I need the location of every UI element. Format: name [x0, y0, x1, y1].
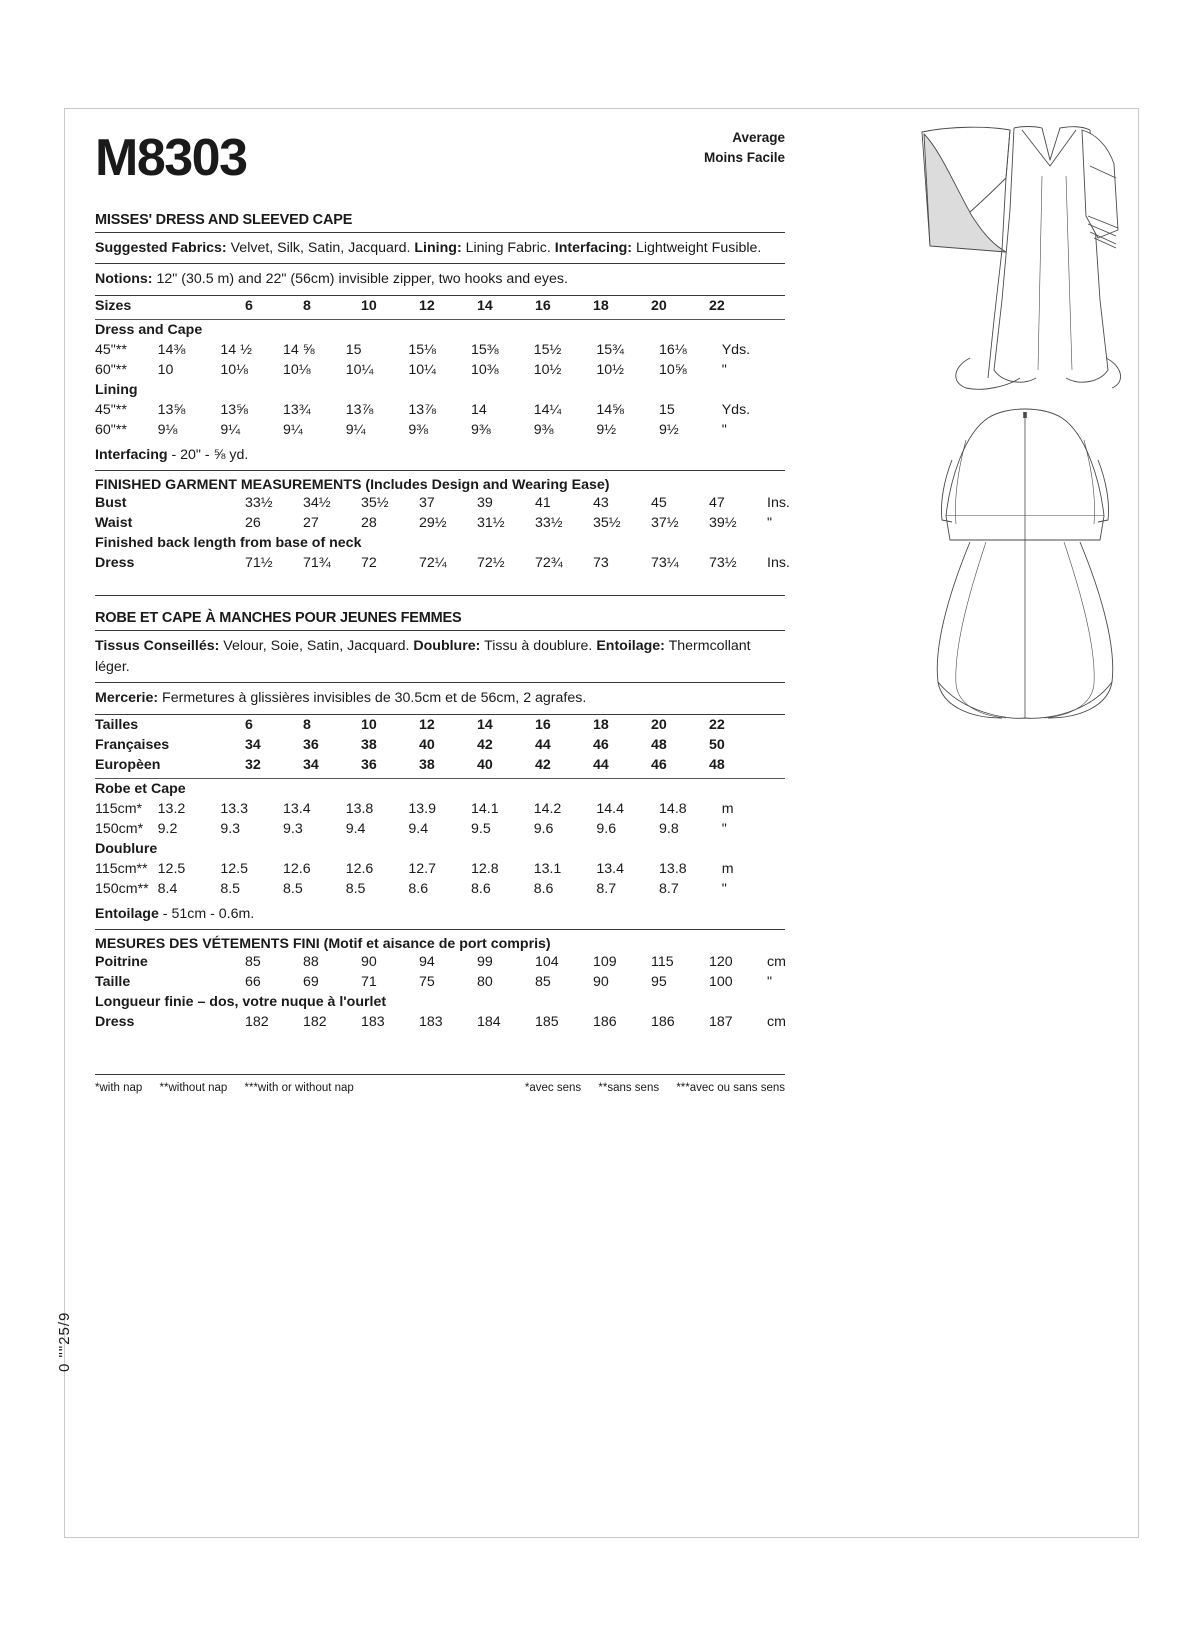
french-sizes-table	[95, 715, 819, 775]
row-label: 150cm*	[95, 820, 144, 837]
value-cell: 9½	[659, 421, 679, 438]
table-row	[95, 779, 785, 799]
table-row	[95, 972, 819, 992]
value-cell: 13.2	[157, 800, 186, 817]
group-heading: Lining	[95, 381, 138, 398]
divider	[95, 1074, 785, 1075]
value-cell: 95	[651, 974, 667, 991]
table-row	[95, 420, 785, 440]
interfacing-line-label: Entoilage	[95, 905, 159, 922]
value-cell: 47	[709, 494, 725, 511]
table-row	[95, 340, 785, 360]
fabrics-value: Velvet, Silk, Satin, Jacquard.	[230, 240, 411, 256]
value-cell: 10¼	[408, 361, 436, 378]
value-cell: 34½	[303, 494, 331, 511]
value-cell: 186	[593, 1014, 617, 1031]
size-cell: 14	[477, 297, 493, 314]
value-cell: 9⅜	[533, 421, 554, 438]
value-cell: 14.2	[533, 800, 562, 817]
footnotes-french	[511, 1082, 785, 1094]
english-yardage-table	[95, 320, 785, 440]
value-cell: 12.6	[345, 860, 374, 877]
value-cell: 99	[477, 954, 493, 971]
french-finished-table	[95, 952, 819, 1032]
value-cell: 38	[419, 756, 435, 773]
table-row	[95, 879, 785, 899]
value-cell: 34	[303, 756, 319, 773]
value-cell: 10⅜	[471, 361, 499, 378]
value-cell: 32	[245, 756, 261, 773]
row-label: Europèen	[95, 756, 161, 773]
value-cell: 80	[477, 974, 493, 991]
value-cell: 8.7	[659, 880, 679, 897]
value-cell: 12.7	[408, 860, 436, 877]
unit-cell: cm	[767, 1014, 786, 1031]
value-cell: 14¼	[533, 401, 562, 418]
row-label: Françaises	[95, 736, 170, 753]
fabrics-label: Suggested Fabrics:	[95, 240, 227, 256]
size-cell: 16	[535, 297, 551, 314]
value-cell: 71	[361, 974, 377, 991]
unit-cell: "	[721, 880, 727, 897]
value-cell: 9⅛	[157, 421, 178, 438]
row-label: 115cm*	[95, 800, 143, 817]
value-cell: 9.6	[596, 820, 617, 837]
fabrics-value: Velour, Soie, Satin, Jacquard.	[223, 637, 410, 654]
table-row	[95, 320, 785, 340]
english-interfacing-line	[95, 445, 785, 466]
french-fabrics	[95, 636, 785, 679]
value-cell: 184	[477, 1014, 501, 1031]
table-row	[95, 296, 819, 316]
value-cell: 42	[535, 756, 551, 773]
row-label: 45"**	[95, 341, 127, 358]
value-cell: 39	[477, 494, 493, 511]
unit-cell	[767, 735, 819, 755]
french-title: ROBE ET CAPE À MANCHES POUR JEUNES FEMMES	[95, 609, 462, 626]
value-cell: 8.5	[345, 880, 366, 897]
illustration-front-view	[910, 120, 1140, 390]
value-cell: 9.2	[157, 820, 178, 837]
table-row	[95, 952, 819, 972]
table-row	[95, 513, 819, 533]
value-cell: 8.6	[408, 880, 429, 897]
value-cell: 12.8	[471, 860, 499, 877]
french-interfacing-line	[95, 904, 785, 925]
sizes-label: Sizes	[95, 297, 132, 314]
value-cell: 10⅝	[659, 361, 687, 378]
value-cell: 183	[419, 1014, 443, 1031]
table-row	[95, 360, 785, 380]
divider	[95, 682, 785, 683]
value-cell: 9.3	[220, 820, 241, 837]
unit-cell: "	[721, 820, 727, 837]
unit-cell	[767, 755, 819, 775]
lining-value: Tissu à doublure.	[484, 637, 593, 654]
english-finished-heading: FINISHED GARMENT MEASUREMENTS (Includes Design and Wearing Ease)	[95, 476, 610, 493]
value-cell: 27	[303, 514, 319, 531]
table-row	[95, 799, 785, 819]
pattern-content	[95, 118, 790, 1095]
value-cell: 9¼	[283, 421, 303, 438]
value-cell: 14⅝	[596, 401, 624, 418]
value-cell: 14	[477, 716, 493, 733]
table-row	[95, 400, 785, 420]
footnote-item: *with nap	[95, 1082, 143, 1095]
interfacing-label: Entoilage:	[596, 637, 665, 654]
table-row	[95, 819, 785, 839]
value-cell: 10	[157, 361, 174, 378]
unit-cell: "	[767, 514, 773, 531]
english-title: MISSES' DRESS AND SLEEVED CAPE	[95, 212, 353, 228]
value-cell: 13⅝	[220, 401, 248, 418]
footnotes	[95, 1082, 785, 1094]
group-heading: Longueur finie – dos, votre nuque à l'ourlet	[95, 994, 387, 1011]
barcode-number: 0 ""25/9	[56, 1311, 73, 1372]
row-label: Dress	[95, 1014, 135, 1031]
row-label: 150cm**	[95, 880, 149, 897]
divider	[95, 595, 785, 596]
value-cell: 14	[471, 401, 487, 418]
table-row	[95, 533, 819, 553]
lining-value: Lining Fabric.	[465, 240, 551, 256]
size-cell: 12	[419, 297, 435, 314]
value-cell: 48	[709, 756, 725, 773]
footnote-item: **without nap	[159, 1082, 228, 1095]
value-cell: 69	[303, 974, 319, 991]
value-cell: 37½	[651, 514, 679, 531]
value-cell: 8.7	[596, 880, 617, 897]
table-row	[95, 755, 819, 775]
value-cell: 85	[245, 954, 261, 971]
unit-cell: Yds.	[721, 401, 751, 418]
value-cell: 28	[361, 514, 377, 531]
english-fabrics	[95, 238, 785, 259]
value-cell: 182	[245, 1014, 269, 1031]
value-cell: 20	[651, 716, 667, 733]
value-cell: 15	[659, 401, 675, 418]
value-cell: 185	[535, 1014, 559, 1031]
value-cell: 120	[709, 954, 733, 971]
difficulty-english: Average	[732, 130, 785, 145]
value-cell: 15	[345, 341, 362, 358]
header-row	[95, 118, 785, 187]
divider	[95, 630, 785, 631]
value-cell: 13.1	[533, 860, 562, 877]
value-cell: 46	[593, 736, 609, 753]
unit-cell	[767, 296, 819, 316]
interfacing-label: Interfacing:	[554, 240, 632, 256]
value-cell: 50	[709, 736, 725, 753]
value-cell: 16⅛	[659, 341, 687, 358]
value-cell: 15⅜	[471, 341, 499, 358]
value-cell: 9½	[596, 421, 617, 438]
unit-cell: "	[767, 974, 773, 991]
value-cell: 90	[361, 954, 377, 971]
value-cell: 9.3	[283, 820, 303, 837]
value-cell: 9¼	[220, 421, 241, 438]
value-cell: 73½	[709, 554, 737, 571]
row-label: Waist	[95, 514, 133, 531]
value-cell: 46	[651, 756, 667, 773]
value-cell: 40	[419, 736, 435, 753]
interfacing-value: Thermcollant léger.	[95, 637, 751, 676]
group-heading: Dress and Cape	[95, 321, 203, 338]
value-cell: 12	[419, 716, 435, 733]
english-notions	[95, 269, 785, 290]
row-label: Bust	[95, 494, 127, 511]
value-cell: 9.6	[533, 820, 554, 837]
value-cell: 72½	[477, 554, 505, 571]
value-cell: 40	[477, 756, 493, 773]
value-cell: 14.1	[471, 800, 499, 817]
group-heading: Robe et Cape	[95, 780, 186, 797]
value-cell: 10⅛	[283, 361, 311, 378]
value-cell: 14⅜	[157, 341, 186, 358]
value-cell: 182	[303, 1014, 327, 1031]
value-cell: 44	[593, 756, 609, 773]
value-cell: 73	[593, 554, 609, 571]
notions-value: Fermetures à glissières invisibles de 30.5cm et de 56cm, 2 agrafes.	[162, 690, 587, 707]
value-cell: 13.8	[345, 800, 374, 817]
value-cell: 43	[593, 494, 609, 511]
value-cell: 31½	[477, 514, 505, 531]
value-cell: 183	[361, 1014, 385, 1031]
value-cell: 15⅛	[408, 341, 436, 358]
table-row	[95, 992, 819, 1012]
notions-label: Notions:	[95, 271, 153, 288]
value-cell: 16	[535, 716, 551, 733]
value-cell: 33½	[535, 514, 563, 531]
value-cell: 8.5	[220, 880, 241, 897]
table-row	[95, 715, 819, 735]
value-cell: 44	[535, 736, 551, 753]
unit-cell: "	[721, 361, 727, 378]
value-cell: 115	[651, 954, 674, 971]
english-finished-table	[95, 493, 819, 573]
unit-cell: Yds.	[721, 341, 751, 358]
value-cell: 186	[651, 1014, 675, 1031]
value-cell: 10¼	[345, 361, 374, 378]
size-cell: 18	[593, 297, 609, 314]
value-cell: 22	[709, 716, 725, 733]
value-cell: 71¾	[303, 554, 331, 571]
value-cell: 45	[651, 494, 667, 511]
lining-label: Doublure:	[413, 637, 481, 654]
value-cell: 88	[303, 954, 319, 971]
value-cell: 9.4	[408, 820, 429, 837]
value-cell: 18	[593, 716, 609, 733]
illustration-back-view	[910, 400, 1140, 720]
value-cell: 37	[419, 494, 435, 511]
value-cell: 8	[303, 716, 311, 733]
value-cell: 15¾	[596, 341, 624, 358]
table-row	[95, 553, 819, 573]
table-row	[95, 493, 819, 513]
lining-label: Lining:	[414, 240, 462, 256]
value-cell: 33½	[245, 494, 273, 511]
value-cell: 85	[535, 974, 551, 991]
row-label: 115cm**	[95, 860, 148, 877]
footnote-item: ***avec ou sans sens	[676, 1082, 785, 1095]
table-row	[95, 1012, 819, 1032]
value-cell: 8.6	[471, 880, 491, 897]
value-cell: 8.6	[533, 880, 554, 897]
value-cell: 42	[477, 736, 493, 753]
value-cell: 72¾	[535, 554, 563, 571]
value-cell: 13.9	[408, 800, 436, 817]
interfacing-value: Lightweight Fusible.	[635, 240, 762, 256]
unit-cell: Ins.	[767, 494, 790, 511]
value-cell: 14.8	[659, 800, 687, 817]
value-cell: 109	[593, 954, 617, 971]
footnote-item: ***with or without nap	[244, 1082, 354, 1095]
unit-cell: m	[721, 800, 734, 817]
size-cell: 10	[361, 297, 377, 314]
size-cell: 22	[709, 297, 725, 314]
unit-cell: cm	[767, 954, 786, 971]
unit-cell: m	[721, 860, 734, 877]
divider	[95, 263, 785, 264]
row-label: Taille	[95, 974, 131, 991]
value-cell: 9⅜	[408, 421, 429, 438]
value-cell: 13⅞	[408, 401, 436, 418]
value-cell: 9.8	[659, 820, 679, 837]
unit-cell: "	[721, 421, 727, 438]
value-cell: 13⅞	[345, 401, 374, 418]
value-cell: 35½	[361, 494, 389, 511]
value-cell: 29½	[419, 514, 447, 531]
value-cell: 90	[593, 974, 609, 991]
notions-value: 12" (30.5 m) and 22" (56cm) invisible zipper, two hooks and eyes.	[156, 271, 568, 288]
french-notions	[95, 688, 785, 709]
value-cell: 187	[709, 1014, 733, 1031]
value-cell: 9¼	[345, 421, 366, 438]
unit-cell	[767, 715, 819, 735]
value-cell: 12.5	[220, 860, 248, 877]
unit-cell: Ins.	[767, 554, 790, 571]
page-title: M8303	[95, 129, 247, 187]
value-cell: 9.5	[471, 820, 491, 837]
value-cell: 10½	[596, 361, 624, 378]
table-row	[95, 380, 785, 400]
footnote-item: *avec sens	[524, 1082, 582, 1095]
value-cell: 73¼	[651, 554, 679, 571]
row-label: Poitrine	[95, 954, 148, 971]
size-cell: 20	[651, 297, 667, 314]
interfacing-line-value: - 51cm - 0.6m.	[162, 905, 255, 922]
footnotes-english	[95, 1082, 368, 1094]
value-cell: 13.3	[220, 800, 248, 817]
value-cell: 13⅝	[157, 401, 186, 418]
value-cell: 39½	[709, 514, 737, 531]
value-cell: 71½	[245, 554, 273, 571]
row-label: Dress	[95, 554, 135, 571]
value-cell: 75	[419, 974, 435, 991]
difficulty-badge	[704, 118, 785, 167]
value-cell: 13.8	[659, 860, 687, 877]
value-cell: 34	[245, 736, 261, 753]
value-cell: 13.4	[596, 860, 624, 877]
value-cell: 9⅜	[471, 421, 491, 438]
french-yardage-table	[95, 779, 785, 899]
value-cell: 72	[361, 554, 377, 571]
value-cell: 66	[245, 974, 261, 991]
value-cell: 13.4	[283, 800, 311, 817]
table-row	[95, 735, 819, 755]
value-cell: 8.4	[157, 880, 178, 897]
table-row	[95, 839, 785, 859]
row-label: 45"**	[95, 401, 127, 418]
value-cell: 41	[535, 494, 551, 511]
divider	[95, 232, 785, 233]
value-cell: 26	[245, 514, 261, 531]
value-cell: 12.5	[157, 860, 186, 877]
value-cell: 15½	[533, 341, 562, 358]
group-heading: Doublure	[95, 840, 158, 857]
size-cell: 6	[245, 297, 253, 314]
row-label: 60"**	[95, 361, 127, 378]
row-label: 60"**	[95, 421, 127, 438]
value-cell: 72¼	[419, 554, 447, 571]
value-cell: 35½	[593, 514, 621, 531]
size-cell: 8	[303, 297, 311, 314]
value-cell: 38	[361, 736, 377, 753]
value-cell: 9.4	[345, 820, 366, 837]
value-cell: 14 ½	[220, 341, 252, 358]
row-label: Tailles	[95, 716, 139, 733]
value-cell: 36	[303, 736, 319, 753]
interfacing-line-label: Interfacing	[95, 446, 168, 463]
english-sizes-table	[95, 296, 819, 316]
notions-label: Mercerie:	[95, 690, 159, 707]
value-cell: 8.5	[283, 880, 303, 897]
value-cell: 12.6	[283, 860, 311, 877]
fabrics-label: Tissus Conseillés:	[95, 637, 220, 654]
value-cell: 104	[535, 954, 559, 971]
french-finished-heading: MESURES DES VÉTEMENTS FINI (Motif et aisance de port compris)	[95, 936, 551, 953]
value-cell: 48	[651, 736, 667, 753]
value-cell: 10½	[533, 361, 562, 378]
value-cell: 6	[245, 716, 253, 733]
table-row	[95, 859, 785, 879]
value-cell: 100	[709, 974, 733, 991]
value-cell: 14 ⅝	[283, 341, 315, 358]
footnote-item: **sans sens	[598, 1082, 660, 1095]
value-cell: 94	[419, 954, 435, 971]
value-cell: 10⅛	[220, 361, 248, 378]
value-cell: 13¾	[283, 401, 311, 418]
difficulty-french: Moins Facile	[703, 149, 785, 165]
interfacing-line-value: - 20" - ⅝ yd.	[171, 446, 249, 463]
value-cell: 14.4	[596, 800, 624, 817]
group-heading: Finished back length from base of neck	[95, 534, 362, 551]
value-cell: 10	[361, 716, 377, 733]
value-cell: 36	[361, 756, 377, 773]
